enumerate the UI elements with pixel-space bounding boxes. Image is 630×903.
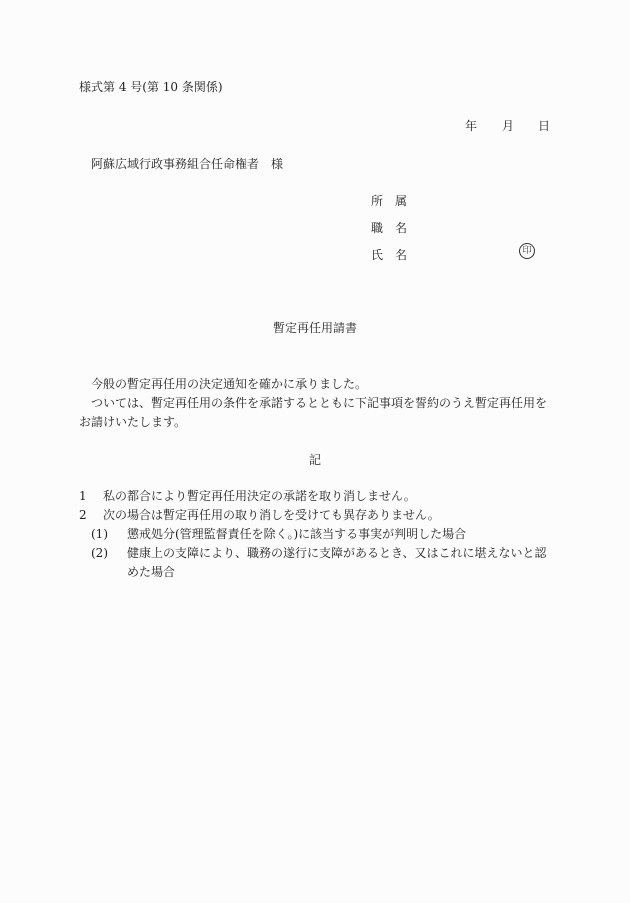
position-label-2: 名: [395, 221, 408, 235]
date-line: [465, 118, 550, 134]
item-number: 2: [79, 508, 87, 522]
item-text: 次の場合は暫定再任用の取り消しを受けても異存ありません。: [103, 508, 440, 522]
item-number: 1: [79, 489, 87, 503]
list-item: [79, 487, 549, 506]
name-row: [371, 247, 407, 274]
seal-icon: 印: [519, 243, 535, 259]
name-label-2: 名: [395, 248, 408, 262]
position-label-1: 職: [371, 221, 384, 235]
body-paragraph-1: 今般の暫定再任用の決定通知を確かに承りました。: [91, 377, 368, 391]
name-label-1: 氏: [371, 248, 384, 262]
signature-block: [371, 193, 407, 274]
date-day-label: 日: [538, 119, 551, 133]
addressee: [91, 156, 283, 172]
document-title: 暫定再任用請書: [272, 321, 357, 335]
addressee-name: 阿蘇広域行政事務組合任命権者: [91, 157, 260, 171]
body-paragraph-2: ついては、暫定再任用の条件を承諾するとともに下記事項を誓約のうえ暫定再任用をお請けいたします。: [79, 396, 548, 429]
affiliation-row: [371, 193, 407, 220]
ki-heading: 記: [308, 453, 321, 467]
sub-list-item: [79, 525, 549, 544]
date-month-label: 月: [502, 119, 515, 133]
subitem-number: (2): [91, 546, 108, 560]
subitem-text: 懲戒処分(管理監督責任を除く。)に該当する事実が判明した場合: [127, 527, 467, 541]
addressee-honorific: 様: [271, 157, 284, 171]
list-item: [79, 506, 549, 525]
position-row: [371, 220, 407, 247]
sub-list-item: [79, 544, 549, 582]
subitem-number: (1): [91, 527, 108, 541]
items-list: [79, 487, 549, 582]
date-year-label: 年: [465, 119, 478, 133]
body-text: [79, 375, 549, 432]
form-number: 様式第 4 号(第 10 条関係): [79, 80, 223, 94]
item-text: 私の都合により暫定再任用決定の承諾を取り消しません。: [103, 489, 416, 503]
affiliation-label-1: 所: [371, 194, 384, 208]
subitem-text: 健康上の支障により、職務の遂行に支障があるとき、又はこれに堪えないと認めた場合: [127, 546, 547, 579]
affiliation-label-2: 属: [395, 194, 408, 208]
